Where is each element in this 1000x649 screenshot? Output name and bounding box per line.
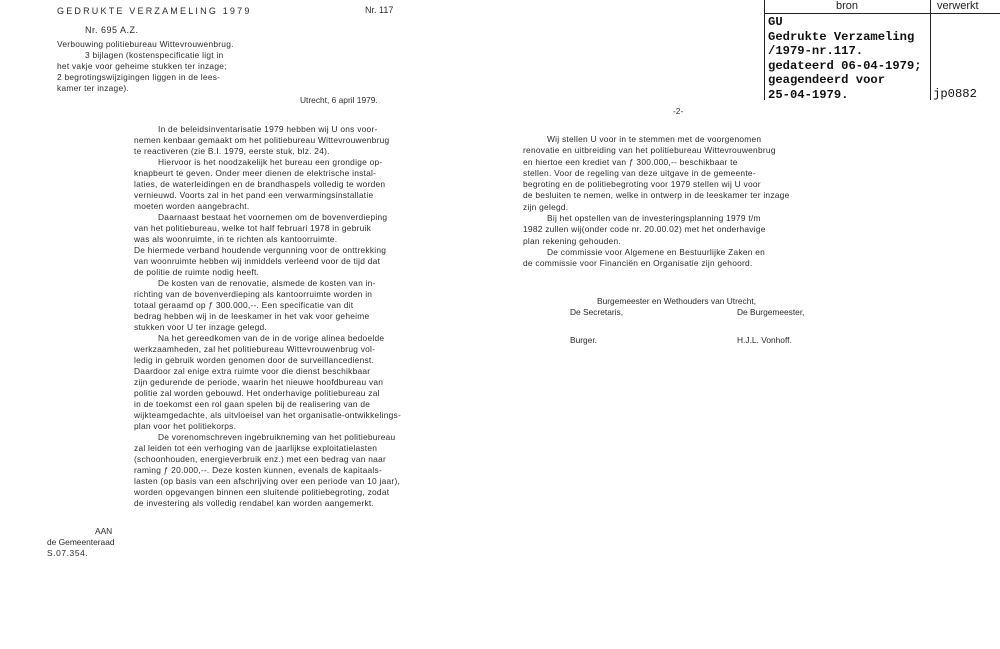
body-text-line: richting van de bovenverdieping als kantoorruimte worden in	[134, 289, 373, 299]
body-text-line: en hiertoe een krediet van ƒ 300.000,-- beschikbaar te	[523, 156, 738, 167]
signature-body: Burgemeester en Wethouders van Utrecht,	[597, 296, 757, 306]
body-text-line: raming ƒ 20.000,--. Deze kosten kunnen, evenals de kapitaals-	[134, 465, 383, 475]
addressee-label: AAN	[95, 526, 113, 536]
body-text-line: van woonruimte hebben wij inmiddels verleend voor de tijd dat	[134, 256, 381, 266]
source-line: geagendeerd voor	[768, 73, 886, 87]
body-text-line: nemen kenbaar gemaakt om het politiebureau Wittevrouwenbrug	[134, 135, 390, 145]
body-text-line: 1982 zullen wij(onder code nr. 20.00.02) met het onderhavige	[523, 224, 766, 235]
body-text-line: Bij het opstellen van de investeringsplanning 1979 t/m	[547, 213, 761, 224]
source-line: gedateerd 06-04-1979;	[768, 58, 922, 73]
processed-code: jp0882	[933, 87, 977, 101]
subject-line: het vakje voor geheime stukken ter inzage;	[57, 61, 227, 71]
mayor-name: H.J.L. Vonhoff.	[737, 335, 792, 345]
body-text-line: politie zal worden gebouwd. Het onderhavige politiebureau zal	[134, 388, 380, 398]
body-text-line: (schoonhouden, energieverbruik enz.) met een bedrag van naar	[134, 454, 386, 464]
body-text-line: plan rekening gehouden.	[523, 235, 621, 246]
body-text-line: Wij stellen U voor in te stemmen met de voorgenomen	[547, 134, 762, 144]
table-border	[764, 0, 765, 100]
body-text-line: zal leiden tot een verhoging van de jaarlijkse exploitatielasten	[134, 443, 378, 453]
addressee-reference: S.07.354.	[47, 548, 89, 558]
subject-block	[57, 39, 234, 94]
body-text-line: In de beleidsinventarisatie 1979 hebben wij U ons voor-	[158, 124, 378, 134]
subject-line: Verbouwing politiebureau Wittevrouwenbrug.	[57, 39, 234, 49]
body-text-line: De kosten van de renovatie, alsmede de kosten van in-	[158, 278, 376, 288]
body-text-line: de commissie voor Financiën en Organisatie zijn gehoord.	[523, 258, 753, 269]
addressee-recipient: de Gemeenteraad	[47, 537, 115, 547]
collection-title: GEDRUKTE VERZAMELING 1979	[57, 6, 252, 16]
body-text-line: de investering als volledig rendabel kan worden aangemerkt.	[134, 498, 375, 508]
body-text-line: was als woonruimte, in te richten als kantoorruimte.	[134, 234, 338, 244]
source-line: Gedrukte Verzameling	[768, 29, 915, 44]
body-text-line: Na het gereedkomen van de in de vorige alinea bedoelde	[158, 333, 385, 343]
body-text-line: totaal geraamd op ƒ 300.000,--. Een specificatie van dit	[134, 300, 354, 310]
body-text-line: in de toekomst een rol gaan spelen bij de realisering van de	[134, 399, 371, 409]
body-text-line: Daarnaast bestaat het voornemen om de bovenverdieping	[158, 212, 388, 222]
body-text-line: de besluiten te nemen, welke in ontwerp in de leeskamer ter inzage	[523, 190, 790, 201]
body-text-line: renovatie en uitbreiding van het politiebureau Wittevrouwenbrug	[523, 145, 776, 156]
subject-line: kamer ter inzage).	[57, 83, 129, 93]
body-text-line: van het politiebureau, welke tot half februari 1978 in gebruik	[134, 223, 372, 233]
body-text-line: knapbeurt te geven. Onder meer dienen de elektrische instal-	[134, 168, 377, 178]
body-text-line: Hiervoor is het noodzakelijk het bureau een grondige op-	[158, 157, 383, 167]
place-date: Utrecht, 6 april 1979.	[300, 95, 378, 105]
column-header-source: bron	[836, 0, 859, 12]
table-border	[930, 0, 931, 100]
body-text-line: vernieuwd. Voorts zal in het pand een verwarmingsinstallatie	[134, 190, 374, 200]
subject-line: 3 bijlagen (kostenspecificatie ligt in	[85, 50, 224, 60]
body-text-line: de politie de ruimte nodig heeft.	[134, 267, 260, 277]
body-text-line: Daardoor zal enige extra ruimte voor die dienst beschikbaar	[134, 366, 371, 376]
body-text-line: De hiermede verband houdende vergunning voor de onttrekking	[134, 245, 387, 255]
body-text-line: te reactiveren (zie B.I. 1979, eerste stuk, blz. 24).	[134, 146, 330, 156]
body-text-line: moeten worden aangebracht.	[134, 201, 250, 211]
body-text-line: stellen. Voor de regeling van deze uitgave in de gemeente-	[523, 167, 756, 178]
page-number: -2-	[673, 106, 684, 116]
body-text-line: zijn gedurende de periode, waarin het nieuwe hoofdbureau van	[134, 377, 384, 387]
body-text-line: De vorenomschreven ingebruikneming van het politiebureau	[158, 432, 396, 442]
mayor-title: De Burgemeester,	[737, 307, 805, 317]
body-text-line: wijkteamgedachte, als uitvloeisel van het organisatie-ontwikkelings-	[134, 410, 401, 420]
subject-line: 2 begrotingswijzigingen liggen in de lees-	[57, 72, 221, 82]
body-text-line: werkzaamheden, zal het politiebureau Wittevrouwenbrug vol-	[134, 344, 376, 354]
source-line: GU	[768, 15, 783, 29]
body-text-line: plan voor het politiekorps.	[134, 421, 237, 431]
body-text-line: bedrag hebben wij in de leeskamer in het vak voor geheime	[134, 311, 370, 321]
document-number: Nr. 117	[365, 5, 394, 15]
secretary-title: De Secretaris,	[570, 307, 624, 317]
source-line: 25-04-1979.	[768, 87, 849, 102]
body-text-line: ledig in gebruik worden genomen door de surveillancedienst.	[134, 355, 375, 365]
source-line: /1979-nr.117.	[768, 44, 864, 58]
column-header-processed: verwerkt	[937, 0, 979, 12]
body-text-line: worden opgevangen binnen een sluitende politiebegroting, zodat	[134, 487, 390, 497]
secretary-name: Burger.	[570, 335, 598, 345]
body-text-line: zijn gelegd.	[523, 201, 569, 212]
page1-body	[134, 124, 414, 509]
body-text-line: lasten (op basis van een afschrijving over een periode van 10 jaar),	[134, 476, 401, 486]
table-border	[764, 13, 1000, 14]
body-text-line: laties, de waterleidingen en de brandhaspels volledig te worden	[134, 179, 386, 189]
body-text-line: begroting en de politiebegroting voor 1979 stellen wij U voor	[523, 179, 761, 190]
az-number: Nr. 695 A.Z.	[85, 25, 139, 35]
body-text-line: De commissie voor Algemene en Bestuurlijke Zaken en	[547, 246, 766, 257]
body-text-line: stukken voor U ter inzage gelegd.	[134, 322, 268, 332]
source-cell	[768, 15, 922, 102]
page2-body	[523, 134, 808, 270]
